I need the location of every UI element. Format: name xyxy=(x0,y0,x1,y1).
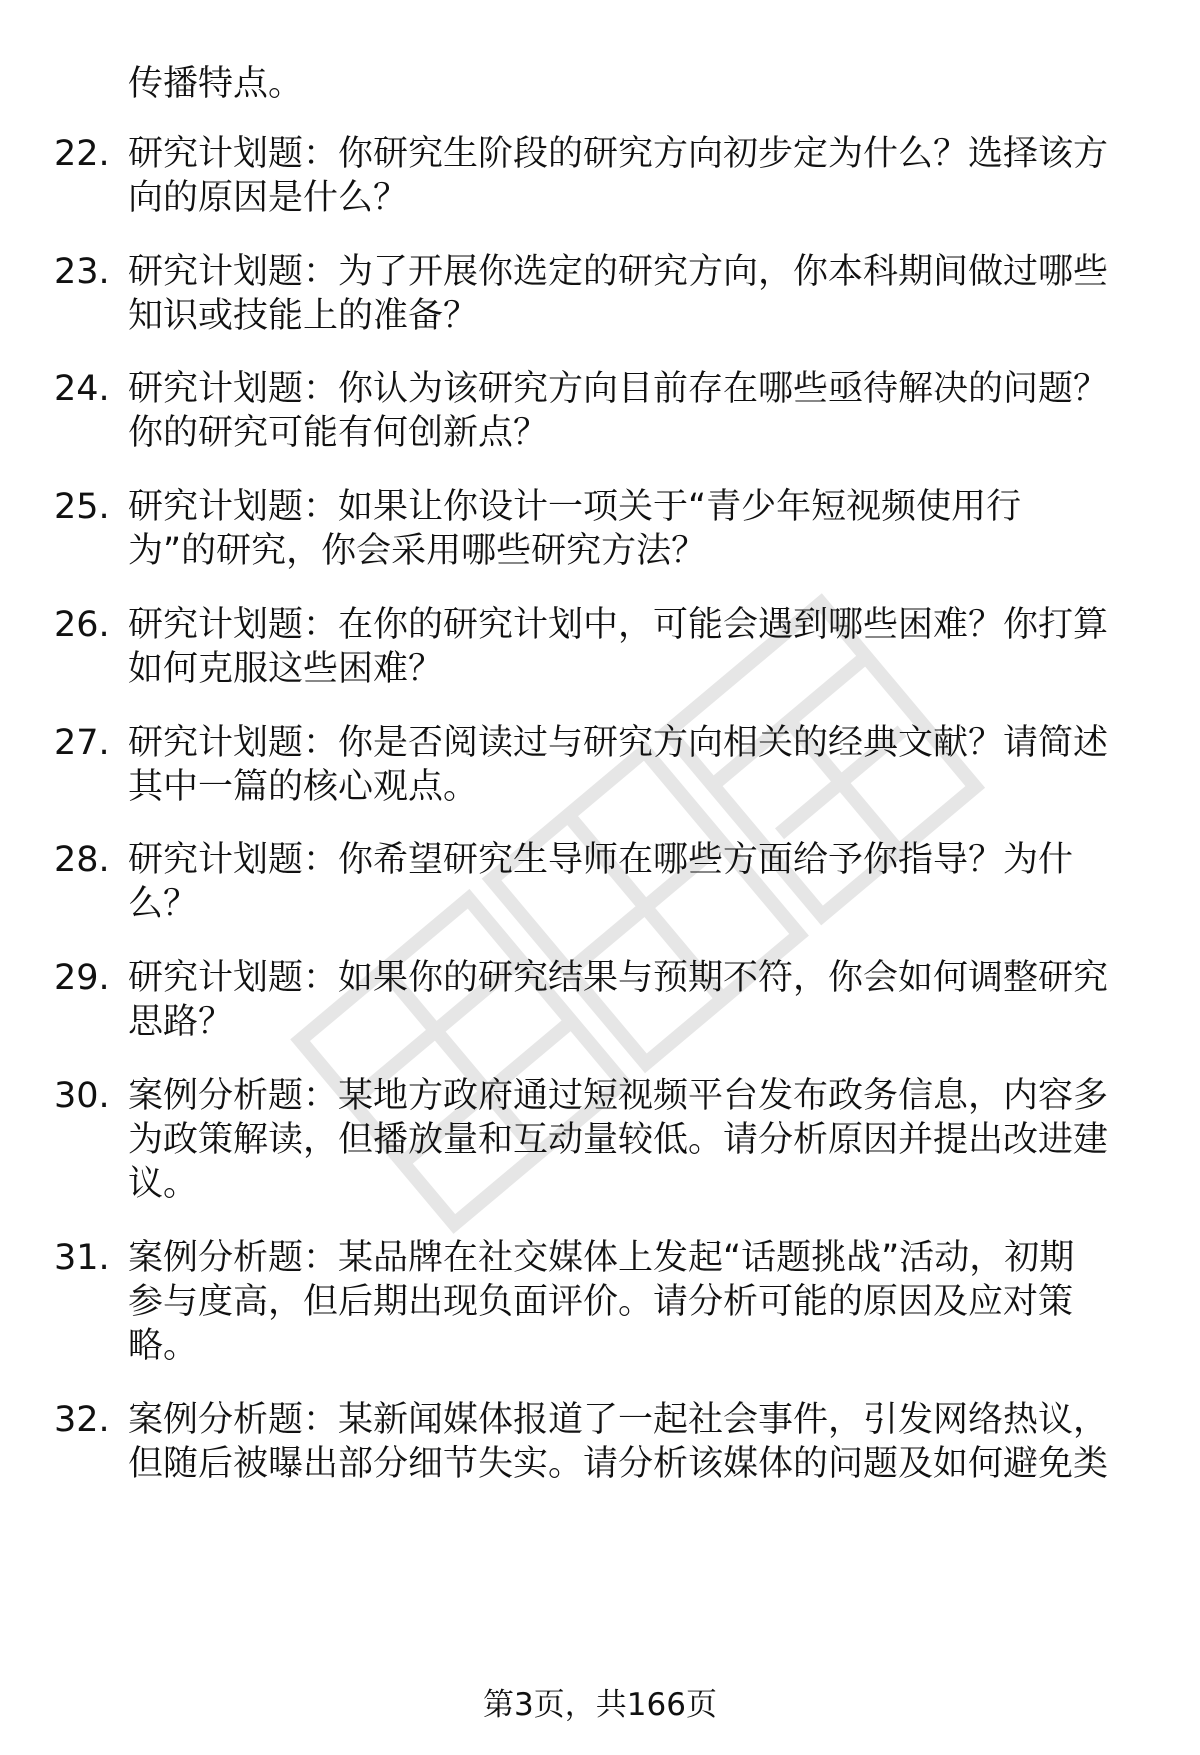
item-number: 22. xyxy=(54,134,110,174)
item-line: 研究计划题：如果你的研究结果与预期不符，你会如何调整研究 xyxy=(128,958,1109,998)
item-number: 32. xyxy=(54,1400,110,1440)
item-line: 案例分析题：某新闻媒体报道了一起社会事件，引发网络热议， xyxy=(128,1400,1109,1440)
item-line: 研究计划题：你是否阅读过与研究方向相关的经典文献？请简述 xyxy=(128,723,1109,763)
item-number: 30. xyxy=(54,1076,110,1116)
item-line: 案例分析题：某地方政府通过短视频平台发布政务信息，内容多 xyxy=(128,1076,1109,1116)
item-number: 25. xyxy=(54,487,110,527)
item-line: 向的原因是什么？ xyxy=(128,178,409,218)
item-line: 其中一篇的核心观点。 xyxy=(128,767,479,807)
item-number: 23. xyxy=(54,252,110,292)
item-number: 27. xyxy=(54,723,110,763)
item-line: 你的研究可能有何创新点？ xyxy=(128,413,549,453)
item-line: 略。 xyxy=(128,1326,199,1366)
item-line: 参与度高，但后期出现负面评价。请分析可能的原因及应对策 xyxy=(128,1282,1074,1322)
item-number: 26. xyxy=(54,605,110,645)
item-line: 研究计划题：如果让你设计一项关于“青少年短视频使用行 xyxy=(128,487,1022,527)
item-line: 研究计划题：你认为该研究方向目前存在哪些亟待解决的问题？ xyxy=(128,369,1109,409)
item-line: 如何克服这些困难？ xyxy=(128,649,444,689)
item-line: 思路？ xyxy=(128,1002,234,1042)
item-number: 24. xyxy=(54,369,110,409)
item-line: 为政策解读，但播放量和互动量较低。请分析原因并提出改进建 xyxy=(128,1120,1109,1160)
item-line: 为”的研究，你会采用哪些研究方法？ xyxy=(128,531,707,571)
item-line: 议。 xyxy=(128,1164,199,1204)
item-line: 案例分析题：某品牌在社交媒体上发起“话题挑战”活动，初期 xyxy=(128,1238,1075,1278)
item-number: 29. xyxy=(54,958,110,998)
item-line: 研究计划题：你研究生阶段的研究方向初步定为什么？选择该方 xyxy=(128,134,1109,174)
item-line: 知识或技能上的准备？ xyxy=(128,296,479,336)
leading-fragment: 传播特点。 xyxy=(128,64,304,104)
item-number: 28. xyxy=(54,840,110,880)
item-line: 研究计划题：为了开展你选定的研究方向，你本科期间做过哪些 xyxy=(128,252,1109,292)
page-number: 第3页，共166页 xyxy=(483,1687,717,1723)
item-line: 研究计划题：你希望研究生导师在哪些方面给予你指导？为什 xyxy=(128,840,1074,880)
item-line: 研究计划题：在你的研究计划中，可能会遇到哪些困难？你打算 xyxy=(128,605,1109,645)
item-number: 31. xyxy=(54,1238,110,1278)
item-line: 但随后被曝出部分细节失实。请分析该媒体的问题及如何避免类 xyxy=(128,1444,1109,1484)
item-line: 么？ xyxy=(128,884,199,924)
